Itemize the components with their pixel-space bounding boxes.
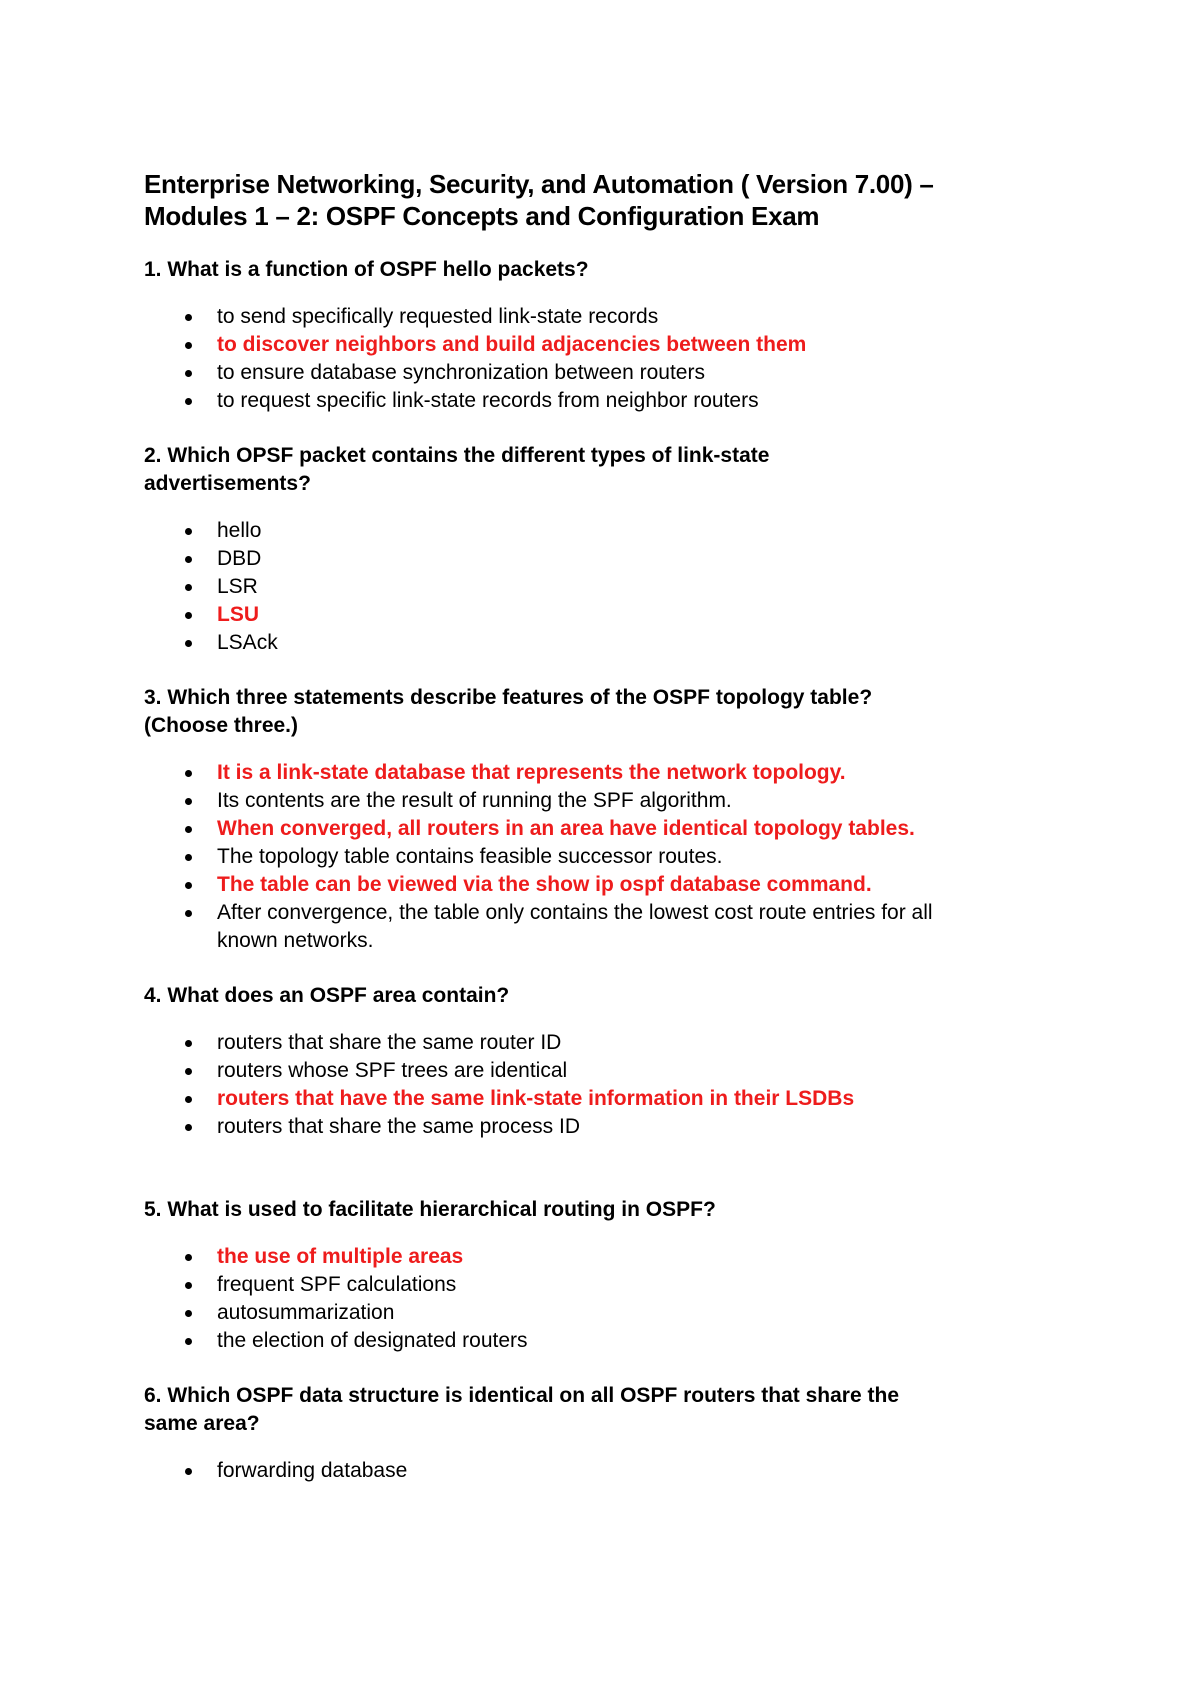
option-text: the use of multiple areas <box>217 1245 464 1268</box>
bullet-icon <box>185 314 192 321</box>
correct-option-item <box>144 759 1064 787</box>
option-text: Its contents are the result of running the SPF algorithm. <box>217 789 732 812</box>
option-text: When converged, all routers in an area have identical topology tables. <box>217 817 915 840</box>
option-text: The topology table contains feasible successor routes. <box>217 845 723 868</box>
bullet-icon <box>185 398 192 405</box>
option-text: to send specifically requested link-state records <box>217 305 659 328</box>
option-text-line-1: After convergence, the table only contains the lowest cost route entries for all <box>217 901 933 924</box>
bullet-icon <box>185 910 192 917</box>
option-item <box>144 359 1064 387</box>
option-item <box>144 1299 1064 1327</box>
bullet-icon <box>185 1254 192 1261</box>
question-5-text: 5. What is used to facilitate hierarchical routing in OSPF? <box>144 1198 716 1221</box>
option-item <box>144 387 1064 415</box>
bullet-icon <box>185 342 192 349</box>
option-item <box>144 1271 1064 1299</box>
option-item <box>144 1457 1064 1485</box>
question-2-text-line-1: 2. Which OPSF packet contains the different types of link-state <box>144 444 770 467</box>
document-title <box>144 168 1064 232</box>
option-item <box>144 787 1064 815</box>
bullet-icon <box>185 556 192 563</box>
option-item <box>144 303 1064 331</box>
bullet-icon <box>185 1310 192 1317</box>
option-text: The table can be viewed via the show ip ospf database command. <box>217 873 872 896</box>
option-text: routers that have the same link-state information in their LSDBs <box>217 1087 855 1110</box>
option-text: It is a link-state database that represents the network topology. <box>217 761 846 784</box>
document-page <box>144 168 1064 1512</box>
question-2 <box>144 442 1064 498</box>
bullet-icon <box>185 1096 192 1103</box>
bullet-icon <box>185 770 192 777</box>
question-5 <box>144 1196 1064 1224</box>
option-item <box>144 1029 1064 1057</box>
option-text: the election of designated routers <box>217 1329 528 1352</box>
option-text: routers that share the same router ID <box>217 1031 562 1054</box>
bullet-icon <box>185 882 192 889</box>
question-6-text-line-2: same area? <box>144 1412 260 1435</box>
bullet-icon <box>185 1040 192 1047</box>
question-6-text-line-1: 6. Which OSPF data structure is identical on all OSPF routers that share the <box>144 1384 899 1407</box>
document-title-line-1: Enterprise Networking, Security, and Automation ( Version 7.00) – <box>144 169 934 199</box>
bullet-icon <box>185 1068 192 1075</box>
option-text-line-2: known networks. <box>217 929 374 952</box>
option-item <box>144 899 1064 955</box>
correct-option-item <box>144 601 1064 629</box>
option-item <box>144 545 1064 573</box>
option-item <box>144 843 1064 871</box>
question-3 <box>144 684 1064 740</box>
question-5-options <box>144 1243 1064 1355</box>
correct-option-item <box>144 815 1064 843</box>
bullet-icon <box>185 584 192 591</box>
question-1-text: 1. What is a function of OSPF hello packets? <box>144 258 589 281</box>
bullet-icon <box>185 612 192 619</box>
question-3-text-line-2: (Choose three.) <box>144 714 299 737</box>
option-text: LSR <box>217 575 258 598</box>
option-item <box>144 1113 1064 1141</box>
document-title-line-2: Modules 1 – 2: OSPF Concepts and Configuration Exam <box>144 201 820 231</box>
bullet-icon <box>185 640 192 647</box>
bullet-icon <box>185 370 192 377</box>
bullet-icon <box>185 1124 192 1131</box>
option-text: autosummarization <box>217 1301 395 1324</box>
option-text: LSU <box>217 603 259 626</box>
bullet-icon <box>185 1468 192 1475</box>
correct-option-item <box>144 331 1064 359</box>
correct-option-item <box>144 871 1064 899</box>
correct-option-item <box>144 1085 1064 1113</box>
bullet-icon <box>185 798 192 805</box>
question-3-options <box>144 759 1064 955</box>
question-2-options <box>144 517 1064 657</box>
bullet-icon <box>185 826 192 833</box>
option-text: routers that share the same process ID <box>217 1115 580 1138</box>
option-text: to ensure database synchronization between routers <box>217 361 705 384</box>
option-item <box>144 573 1064 601</box>
blank-line <box>144 1168 1064 1196</box>
question-1 <box>144 256 1064 284</box>
bullet-icon <box>185 1282 192 1289</box>
option-text: LSAck <box>217 631 278 654</box>
question-6 <box>144 1382 1064 1438</box>
question-4 <box>144 982 1064 1010</box>
option-text: to request specific link-state records from neighbor routers <box>217 389 759 412</box>
option-item <box>144 1057 1064 1085</box>
question-6-options <box>144 1457 1064 1485</box>
option-item <box>144 517 1064 545</box>
option-text: routers whose SPF trees are identical <box>217 1059 568 1082</box>
option-item <box>144 1327 1064 1355</box>
bullet-icon <box>185 854 192 861</box>
question-4-text: 4. What does an OSPF area contain? <box>144 984 510 1007</box>
correct-option-item <box>144 1243 1064 1271</box>
option-text: DBD <box>217 547 262 570</box>
question-4-options <box>144 1029 1064 1141</box>
question-3-text-line-1: 3. Which three statements describe features of the OSPF topology table? <box>144 686 873 709</box>
bullet-icon <box>185 528 192 535</box>
option-item <box>144 629 1064 657</box>
question-1-options <box>144 303 1064 415</box>
question-2-text-line-2: advertisements? <box>144 472 311 495</box>
bullet-icon <box>185 1338 192 1345</box>
option-text: hello <box>217 519 262 542</box>
option-text: to discover neighbors and build adjacencies between them <box>217 333 807 356</box>
option-text: frequent SPF calculations <box>217 1273 457 1296</box>
option-text: forwarding database <box>217 1459 408 1482</box>
